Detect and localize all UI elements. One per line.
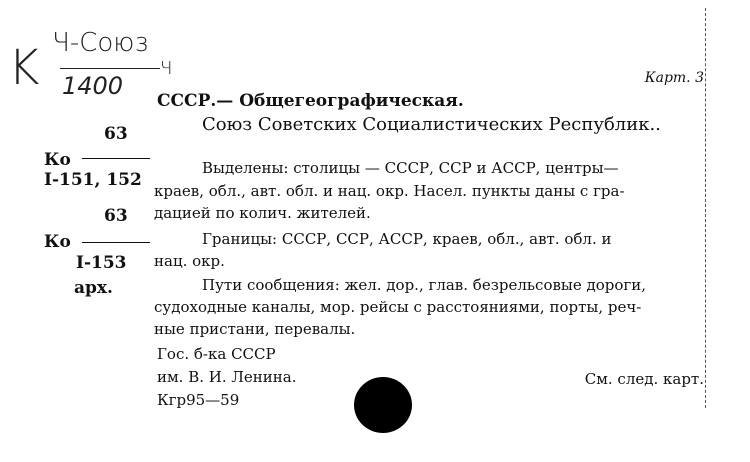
shelf-top-number-2: 63	[104, 206, 128, 226]
desc-line-3: дацией по колич. жителей.	[154, 204, 371, 222]
shelf-note: арх.	[74, 278, 113, 298]
shelf-bottom-1: I-151, 152	[44, 170, 142, 190]
card-number: Карт. 3	[644, 70, 704, 86]
desc-line-4: Границы: СССР, ССР, АССР, краев, обл., авт. обл. и	[202, 230, 612, 248]
handwritten-fraction-line	[60, 68, 160, 69]
desc-line-6: Пути сообщения: жел. дор., глав. безрельсовые дороги,	[202, 276, 647, 294]
desc-line-5: нац. окр.	[154, 252, 225, 270]
handwritten-suffix: Ч	[160, 58, 173, 79]
handwritten-top: Ч-Союз	[52, 28, 149, 58]
desc-line-8: ные пристани, перевалы.	[154, 320, 356, 338]
card-right-edge	[705, 8, 706, 408]
main-heading: СССР.— Общегеографическая.	[157, 91, 464, 111]
shelf-prefix-2: Ко	[44, 232, 71, 252]
shelf-fraction-line-2	[82, 242, 150, 243]
see-next-card: См. след. карт.	[584, 370, 704, 388]
shelf-fraction-line-1	[82, 158, 150, 159]
handwritten-prefix: K	[8, 40, 40, 96]
shelf-top-number-1: 63	[104, 124, 128, 144]
library-line-1: Гос. б-ка СССР	[157, 345, 276, 363]
desc-line-2: краев, обл., авт. обл. и нац. окр. Насел. пункты даны с гра-	[154, 182, 625, 200]
map-title: Союз Советских Социалистических Республик..	[202, 114, 661, 135]
handwritten-bottom: 1400	[62, 72, 124, 100]
shelf-bottom-2: I-153	[76, 253, 127, 273]
library-line-2: им. В. И. Ленина.	[157, 368, 297, 386]
desc-line-1: Выделены: столицы — СССР, ССР и АССР, центры—	[202, 159, 619, 177]
desc-line-7: судоходные каналы, мор. рейсы с расстояниями, порты, реч-	[154, 298, 642, 316]
shelf-prefix-1: Ко	[44, 150, 71, 170]
punch-hole	[354, 377, 412, 433]
library-line-3: Кгр95—59	[157, 391, 240, 409]
